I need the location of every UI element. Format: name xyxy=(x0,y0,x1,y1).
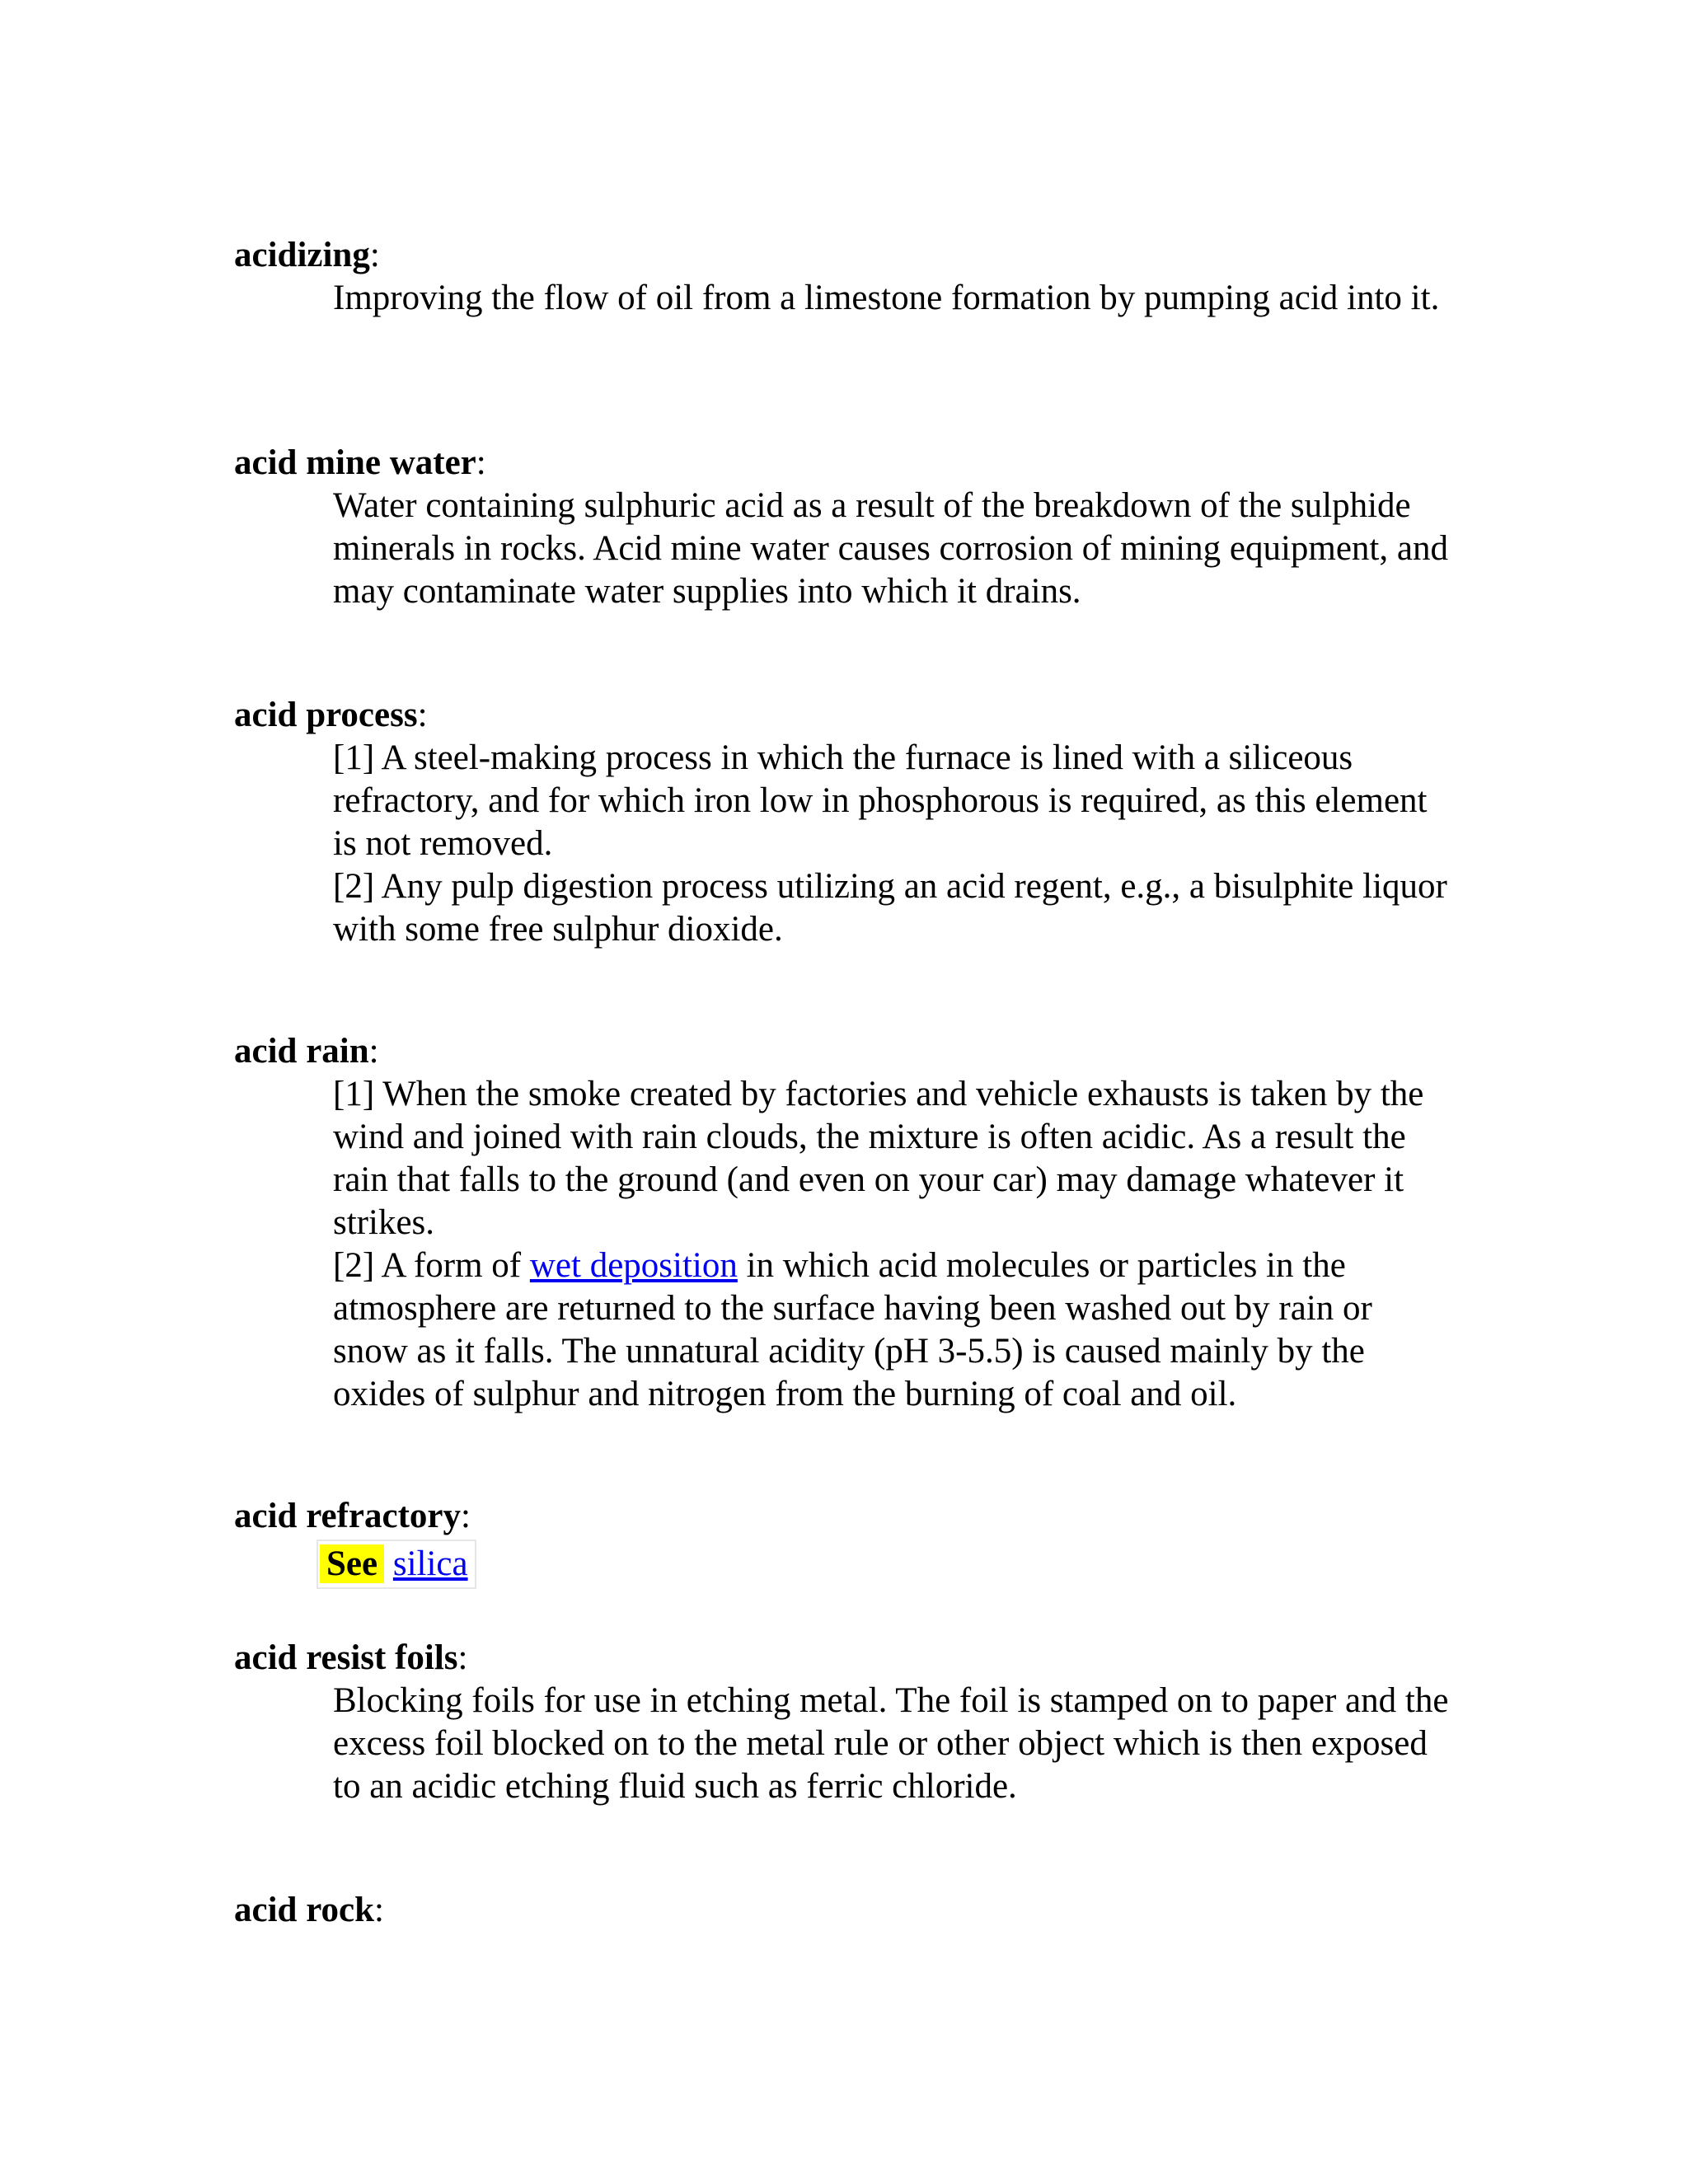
term-heading: acid rock: xyxy=(234,1891,384,1929)
definition xyxy=(333,1680,1454,1808)
term-label: acidizing xyxy=(234,236,370,274)
term-label: acid process xyxy=(234,696,418,734)
see-label: See xyxy=(320,1544,384,1583)
definition-text: Blocking foils for use in etching metal. The foil is stamped on to paper and the excess foil blocked on to the metal rule or other object which is then exposed to an acidic etching fluid such as ferric chloride. xyxy=(333,1681,1449,1806)
definition xyxy=(333,737,1454,951)
glossary-entry-acid-resist-foils xyxy=(234,1637,1553,1808)
definition-text-2 xyxy=(333,1244,1454,1416)
glossary-entry-acid-refractory xyxy=(234,1495,1553,1589)
definition-text: Improving the flow of oil from a limestone formation by pumping acid into it. xyxy=(333,279,1440,317)
term-label: acid resist foils xyxy=(234,1638,458,1677)
definition xyxy=(333,485,1454,613)
glossary-entry-acid-process xyxy=(234,694,1553,951)
definition-suffix: in which acid molecules or particles in the atmosphere are returned to the surface having been washed out by rain or snow as it falls. The unnatural acidity (pH 3-5.5) is caused mainly by the oxides of sulphur and nitrogen from the burning of coal and oil. xyxy=(333,1246,1372,1413)
glossary-entry-acidizing xyxy=(234,234,1553,320)
definition-text: Water containing sulphuric acid as a result of the breakdown of the sulphide minerals in rocks. Acid mine water causes corrosion of mining equipment, and may contaminate water supplies into which it drains. xyxy=(333,486,1448,611)
term-heading: acid process: xyxy=(234,696,428,734)
silica-link[interactable]: silica xyxy=(392,1544,468,1583)
see-also-box xyxy=(316,1540,476,1589)
term-heading: acid resist foils: xyxy=(234,1638,468,1677)
wet-deposition-link[interactable]: wet deposition xyxy=(529,1246,738,1285)
definition-text-2: [2] Any pulp digestion process utilizing an acid regent, e.g., a bisulphite liquor with some free sulphur dioxide. xyxy=(333,867,1447,949)
term-heading: acidizing: xyxy=(234,236,380,274)
term-heading: acid refractory: xyxy=(234,1497,471,1535)
glossary-entry-acid-mine-water xyxy=(234,442,1553,613)
glossary-entry-acid-rock xyxy=(234,1889,1553,1932)
term-heading: acid rain: xyxy=(234,1032,379,1071)
term-label: acid rain xyxy=(234,1032,369,1071)
definition xyxy=(333,277,1454,320)
term-heading: acid mine water: xyxy=(234,443,486,482)
definition xyxy=(333,1073,1454,1416)
glossary-entry-acid-rain xyxy=(234,1030,1553,1416)
term-label: acid mine water xyxy=(234,443,476,482)
definition-prefix: [2] A form of xyxy=(333,1246,530,1285)
definition-text-1: [1] A steel-making process in which the furnace is lined with a siliceous refractory, and for which iron low in phosphorous is required, as this element is not removed. xyxy=(333,738,1428,863)
term-label: acid refractory xyxy=(234,1497,461,1535)
term-label: acid rock xyxy=(234,1891,375,1929)
definition-text-1: [1] When the smoke created by factories and vehicle exhausts is taken by the wind and joined with rain clouds, the mixture is often acidic. As a result the rain that falls to the ground (and even on your car) may damage whatever it strikes. xyxy=(333,1075,1424,1242)
